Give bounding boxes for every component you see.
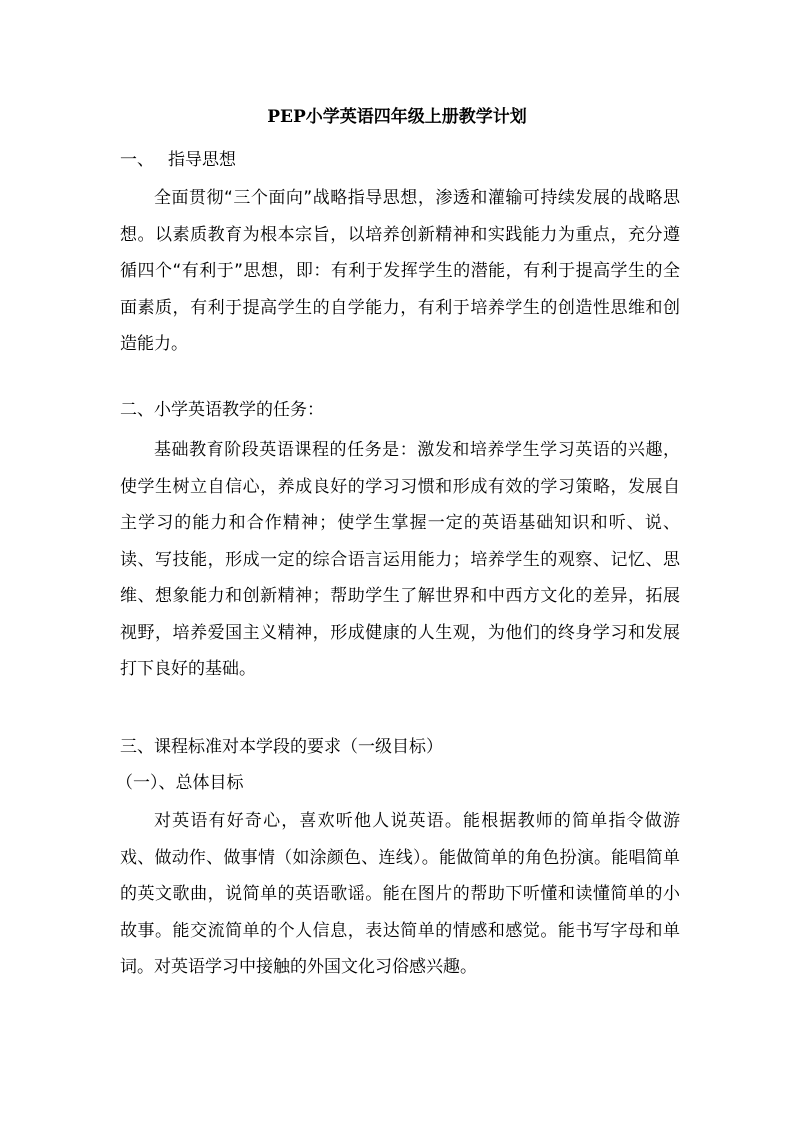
- section1-number: 一、: [120, 150, 154, 170]
- section1-heading: [120, 148, 680, 172]
- section1-paragraph: 全面贯彻“三个面向”战略指导思想，渗透和灌输可持续发展的战略思想。以素质教育为根本宗旨，以培养创新精神和实践能力为重点，充分遵循四个“有利于”思想，即：有利于发挥学生的潜能，有利于提高学生的全面素质，有利于提高学生的自学能力，有利于培养学生的创造性思维和创造能力。: [120, 188, 680, 354]
- section1-heading-text: 指导思想: [168, 150, 236, 170]
- section2-paragraph: 基础教育阶段英语课程的任务是：激发和培养学生学习英语的兴趣，使学生树立自信心，养成良好的学习习惯和形成有效的学习策略，发展自主学习的能力和合作精神；使学生掌握一定的英语基础知识和听、说、读、写技能，形成一定的综合语言运用能力；培养学生的观察、记忆、思维、想象能力和创新精神；帮助学生了解世界和中西方文化的差异，拓展视野，培养爱国主义精神，形成健康的人生观，为他们的终身学习和发展打下良好的基础。: [120, 440, 680, 679]
- section3-paragraph: 对英语有好奇心，喜欢听他人说英语。能根据教师的简单指令做游戏、做动作、做事情（如涂颜色、连线）。能做简单的角色扮演。能唱简单的英文歌曲，说简单的英语歌谣。能在图片的帮助下听懂和读懂简单的小故事。能交流简单的个人信息，表达简单的情感和感觉。能书写字母和单词。对英语学习中接触的外国文化习俗感兴趣。: [120, 811, 680, 977]
- section3-subheading: （一）、总体目标: [116, 773, 244, 793]
- document-title: PEP小学英语四年级上册教学计划: [267, 107, 527, 127]
- section3-heading: 三、课程标准对本学段的要求（一级目标）: [120, 737, 443, 757]
- section2-heading: 二、小学英语教学的任务：: [120, 400, 324, 420]
